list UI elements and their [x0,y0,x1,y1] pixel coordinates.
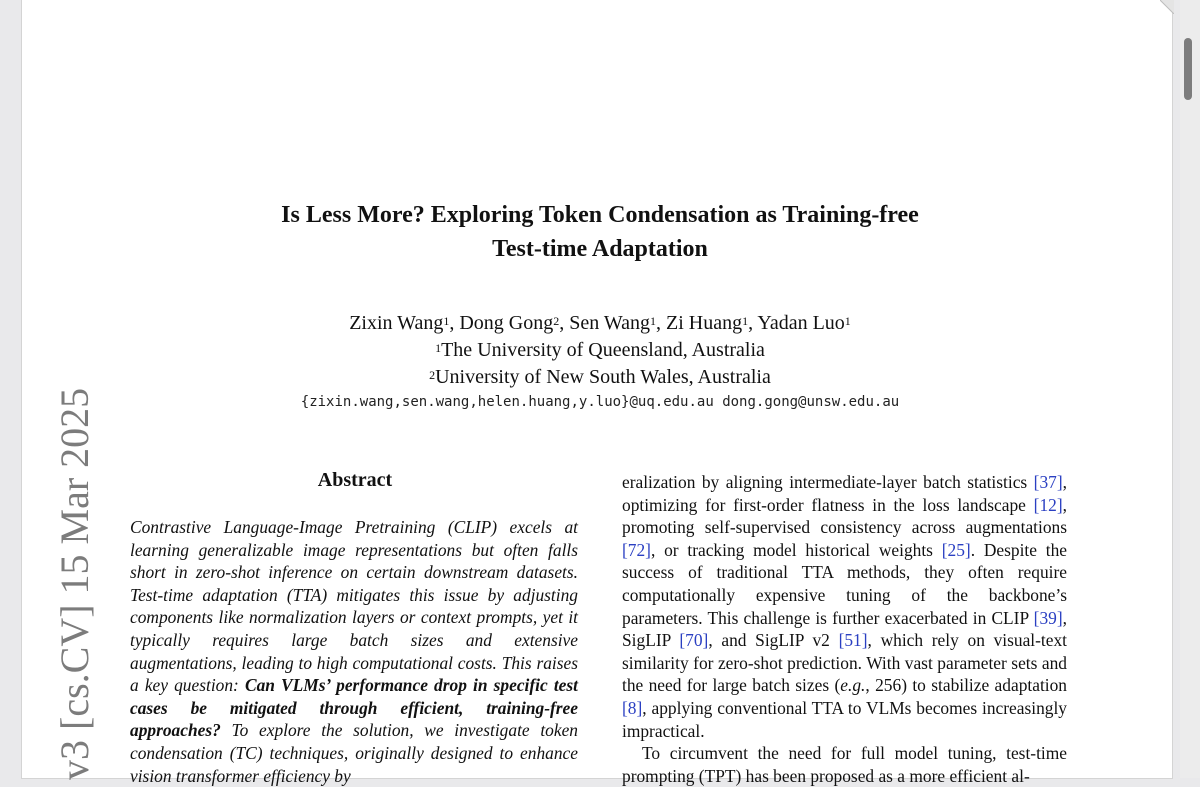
affiliation-mark: 1 [742,314,749,328]
body-text: , promoting self-supervised consistency across augmentations [622,494,1067,538]
affiliation-name: University of New South Wales, Australia [435,366,771,388]
arxiv-stamp: v3 [cs.CV] 15 Mar 2025 [52,387,97,780]
affiliation-name: The University of Queensland, Australia [441,339,765,361]
intro-paragraph [622,471,1067,742]
abstract-heading: Abstract [317,469,393,491]
citation-link[interactable]: [72] [622,539,651,560]
author-emails: {zixin.wang,sen.wang,helen.huang,y.luo}@uq.edu.au dong.gong@unsw.edu.au [300,394,900,410]
body-text: , optimizing for first-order flatness in the loss landscape [622,472,1067,515]
page-corner-icon [1160,0,1174,14]
body-text: , 256) to stabilize adaptation [865,675,1067,696]
author-list: Zixin Wang$^1$, Dong Gong$^2$, Sen Wang$^1$, Zi Huang$^1$, Yadan Luo$^1$ [349,312,851,334]
affiliation-mark: 2 [429,368,436,382]
title-line-1: Is Less More? Exploring Token Condensation as Training-free [281,202,919,228]
author-name: Yadan Luo [757,312,845,334]
author-block [150,310,1050,391]
body-text: , which rely on visual-text similarity for zero-shot prediction. With vast parameter sets and the need for large batch sizes ( [622,630,1067,696]
affiliation-mark: 2 [553,314,560,328]
affiliation-2 [150,364,1050,391]
abstract-key-question: Can VLMs’ performance drop in specific test cases be mitigated through efficient, training-free approaches? [130,675,579,741]
body-text: , SigLIP [622,607,1067,651]
abstract-part-1: Contrastive Language-Image Pretraining (CLIP) excels at learning generalizable image representations but often falls short in zero-shot inference on certain downstream datasets. Test-time adaptation (TTA) mitigates this issue by adjusting components like normalization layers or context prompts, yet it typically requires large batch sizes and extensive augmentations, leading to high computational costs. This raises a key question: [130,517,578,696]
abstract-text [130,516,578,787]
author-name: Zi Huang [666,312,743,334]
citation-link[interactable]: [8] [622,697,643,718]
body-text: . Despite the success of traditional TTA methods, they often require computationally expensive tuning of the backbone’s parameters. This challenge is further exacerbated in CLIP [622,539,1067,628]
body-text: , applying conventional TTA to VLMs becomes increasingly impractical. [622,697,1067,741]
author-name: Dong Gong [459,312,554,334]
right-column [622,471,1067,787]
citation-link[interactable]: [25] [941,539,971,560]
body-text: , and SigLIP v2 [708,630,839,651]
body-text: eralization by aligning intermediate-layer batch statistics [622,472,1034,492]
body-text: , or tracking model historical weights [650,539,942,560]
citation-link[interactable]: [51] [838,630,868,651]
affiliation-mark: 1 [435,341,442,355]
author-name: Sen Wang [569,312,651,334]
author-name: Zixin Wang [349,312,444,334]
affiliation-mark: 1 [443,314,450,328]
affiliation-mark: 1 [650,314,657,328]
scrollbar-track[interactable] [1180,0,1200,778]
citation-link[interactable]: [70] [679,630,709,651]
affiliation-mark: 1 [844,314,851,328]
citation-link[interactable]: [12] [1033,494,1063,515]
abstract-part-2: To explore the solution, we investigate token condensation (TC) techniques, originally designed to enhance vision transformer efficiency by [130,720,578,786]
citation-link[interactable]: [39] [1033,607,1063,628]
title-line-2: Test-time Adaptation [492,236,708,262]
citation-link[interactable]: [37] [1033,472,1063,492]
paper-title [150,198,1050,266]
body-text-italic: e.g. [840,675,866,696]
scrollbar-thumb[interactable] [1184,38,1192,100]
affiliation-1 [150,337,1050,364]
next-paragraph: To circumvent the need for full model tuning, test-time prompting (TPT) has been proposed as a more efficient al- [622,743,1067,786]
